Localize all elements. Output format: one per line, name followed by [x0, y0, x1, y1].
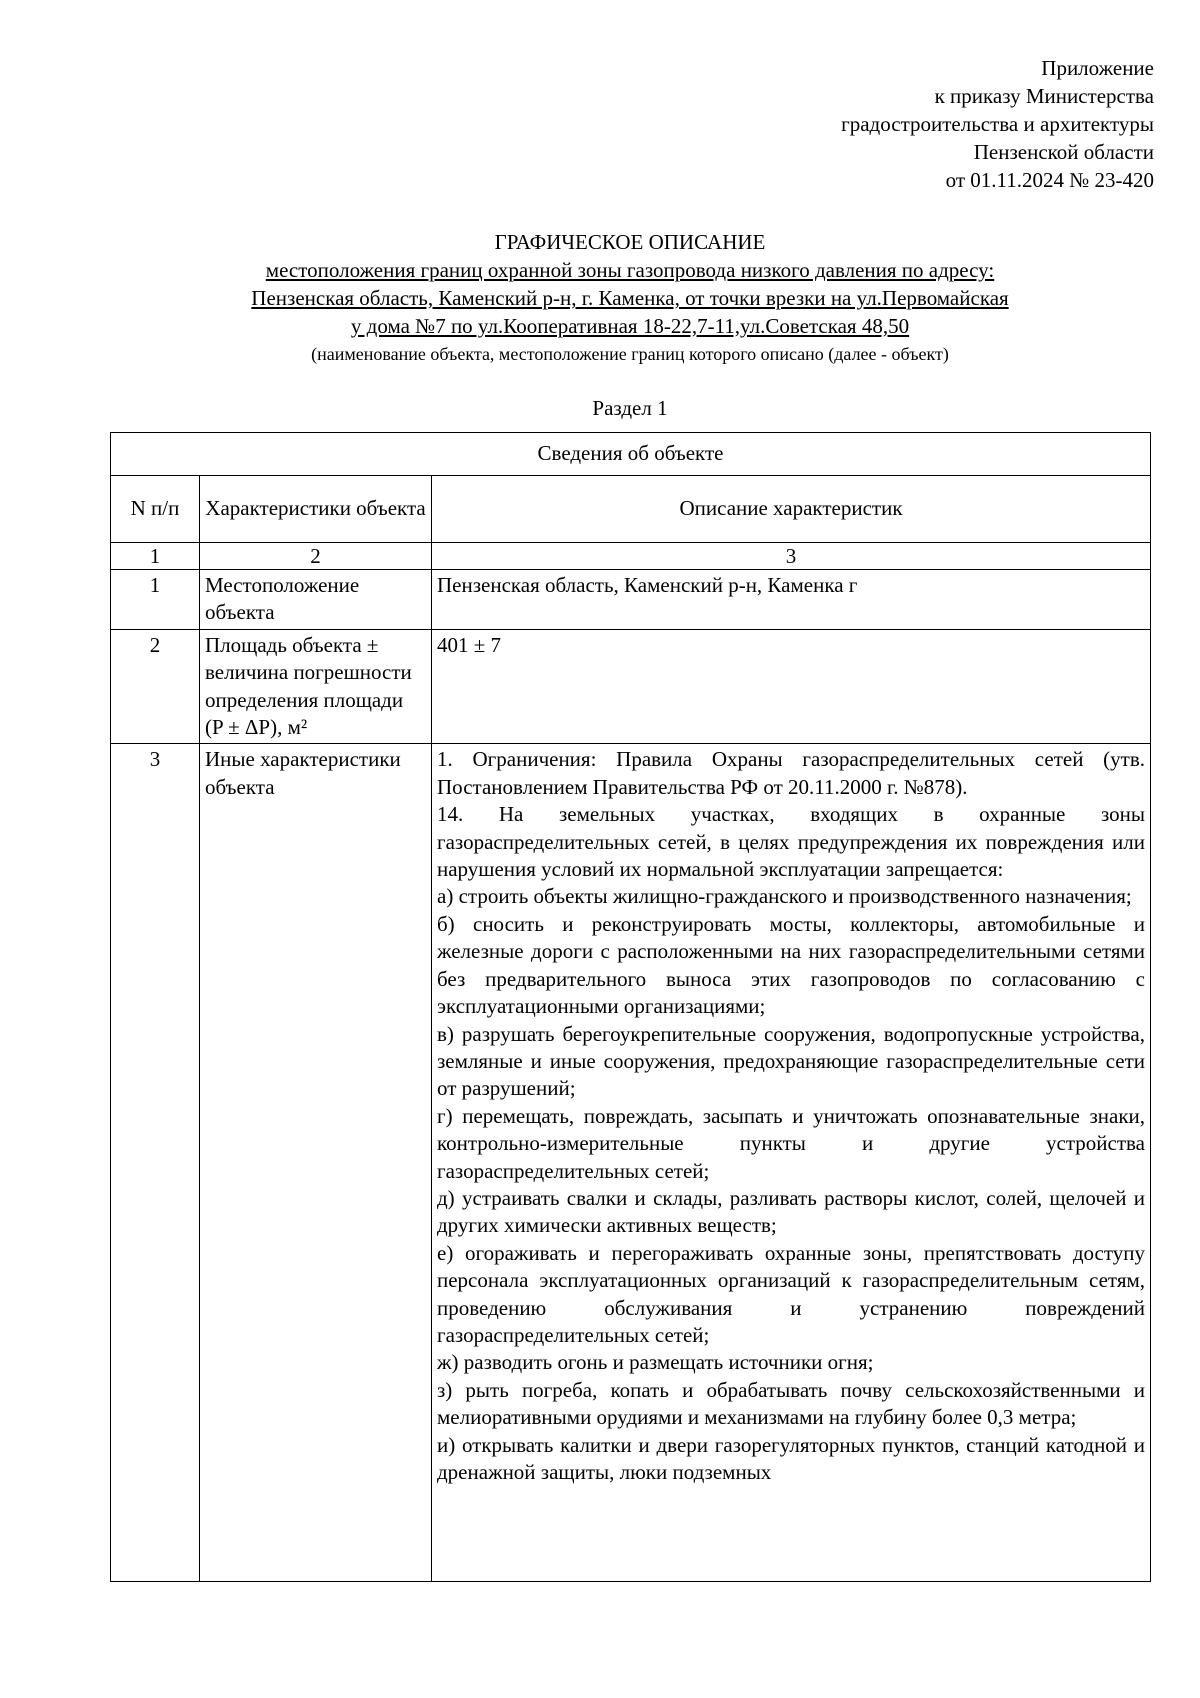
row-description: Пензенская область, Каменский р-н, Каменка г	[432, 570, 1151, 630]
restriction-paragraph: 1. Ограничения: Правила Охраны газораспределительных сетей (утв. Постановлением Правительства РФ от 20.11.2000 г. №878).	[437, 747, 1146, 799]
header-characteristics: Характеристики объекта	[200, 476, 432, 543]
restriction-paragraph: б) сносить и реконструировать мосты, коллекторы, автомобильные и железные дороги с расположенными на них газораспределительными сетями без предварительного выноса этих газопроводов по согласованию с эксплуатационными организациями;	[437, 911, 1146, 1019]
restriction-paragraph: в) разрушать берегоукрепительные сооружения, водопропускные устройства, земляные и иные сооружения, предохраняющие газораспределительные сети от разрушений;	[437, 1021, 1146, 1101]
object-info-table	[110, 432, 1151, 1582]
column-number-2: 2	[200, 543, 432, 570]
row-description: 401 ± 7	[432, 629, 1151, 744]
restriction-paragraph: з) рыть погреба, копать и обрабатывать почву сельскохозяйственными и мелиоративными орудиями и механизмами на глубину более 0,3 метра;	[437, 1377, 1146, 1430]
object-description-line-1: местоположения границ охранной зоны газопровода низкого давления по адресу:	[265, 258, 995, 282]
restriction-paragraph: е) огораживать и перегораживать охранные зоны, препятствовать доступу персонала эксплуатационных организаций к газораспределительным сетям, проведению обслуживания и устранению повреждений газораспределительных сетей;	[437, 1240, 1146, 1347]
appendix-line-3: градостроительства и архитектуры	[841, 112, 1154, 136]
appendix-block	[841, 54, 1154, 194]
restriction-paragraph: ж) разводить огонь и размещать источники огня;	[437, 1350, 874, 1375]
object-description-line-3: у дома №7 по ул.Кооперативная 18-22,7-11,ул.Советская 48,50	[350, 314, 910, 338]
restriction-paragraph: г) перемещать, повреждать, засыпать и уничтожать опознавательные знаки, контрольно-измерительные пункты и другие устройства газораспределительных сетей;	[437, 1103, 1146, 1183]
table-title-row	[111, 433, 1151, 476]
table-title: Сведения об объекте	[111, 433, 1151, 476]
appendix-line-4: Пензенской области	[973, 140, 1154, 164]
table-header-row	[111, 476, 1151, 543]
restriction-paragraph: и) открывать калитки и двери газорегуляторных пунктов, станций катодной и дренажной защиты, люки подземных	[437, 1432, 1146, 1484]
document-heading	[110, 228, 1150, 368]
section-title: Раздел 1	[592, 396, 668, 420]
row-characteristic: Иные характеристики объекта	[200, 744, 432, 1582]
column-number-1: 1	[111, 543, 200, 570]
row-number: 1	[111, 570, 200, 630]
row-number: 3	[111, 744, 200, 1582]
object-description-line-2: Пензенская область, Каменский р-н, г. Каменка, от точки врезки на ул.Первомайская	[251, 286, 1009, 310]
appendix-line-2: к приказу Министерства	[934, 84, 1154, 108]
table-row	[111, 629, 1151, 744]
document-title: ГРАФИЧЕСКОЕ ОПИСАНИЕ	[494, 230, 766, 254]
appendix-order-date-number: от 01.11.2024 № 23-420	[945, 168, 1154, 192]
restriction-paragraph: д) устраивать свалки и склады, разливать растворы кислот, солей, щелочей и других химически активных веществ;	[437, 1185, 1146, 1238]
restriction-paragraph: 14. На земельных участках, входящих в охранные зоны газораспределительных сетей, в целях предупреждения их повреждения или нарушения условий их нормальной эксплуатации запрещается:	[437, 802, 1146, 882]
restriction-paragraph: а) строить объекты жилищно-гражданского и производственного назначения;	[437, 884, 1132, 909]
row-characteristic: Площадь объекта ± величина погрешности определения площади (P ± ΔP), м²	[200, 629, 432, 744]
header-description: Описание характеристик	[432, 476, 1151, 543]
column-number-3: 3	[432, 543, 1151, 570]
row-characteristic: Местоположение объекта	[200, 570, 432, 630]
table-row	[111, 570, 1151, 630]
table-row	[111, 744, 1151, 1582]
row-description	[432, 744, 1151, 1582]
column-number-row	[111, 543, 1151, 570]
row-number: 2	[111, 629, 200, 744]
appendix-line-1: Приложение	[1041, 56, 1154, 80]
header-number: N п/п	[111, 476, 200, 543]
object-caption: (наименование объекта, местоположение границ которого описано (далее - объект)	[311, 344, 949, 364]
